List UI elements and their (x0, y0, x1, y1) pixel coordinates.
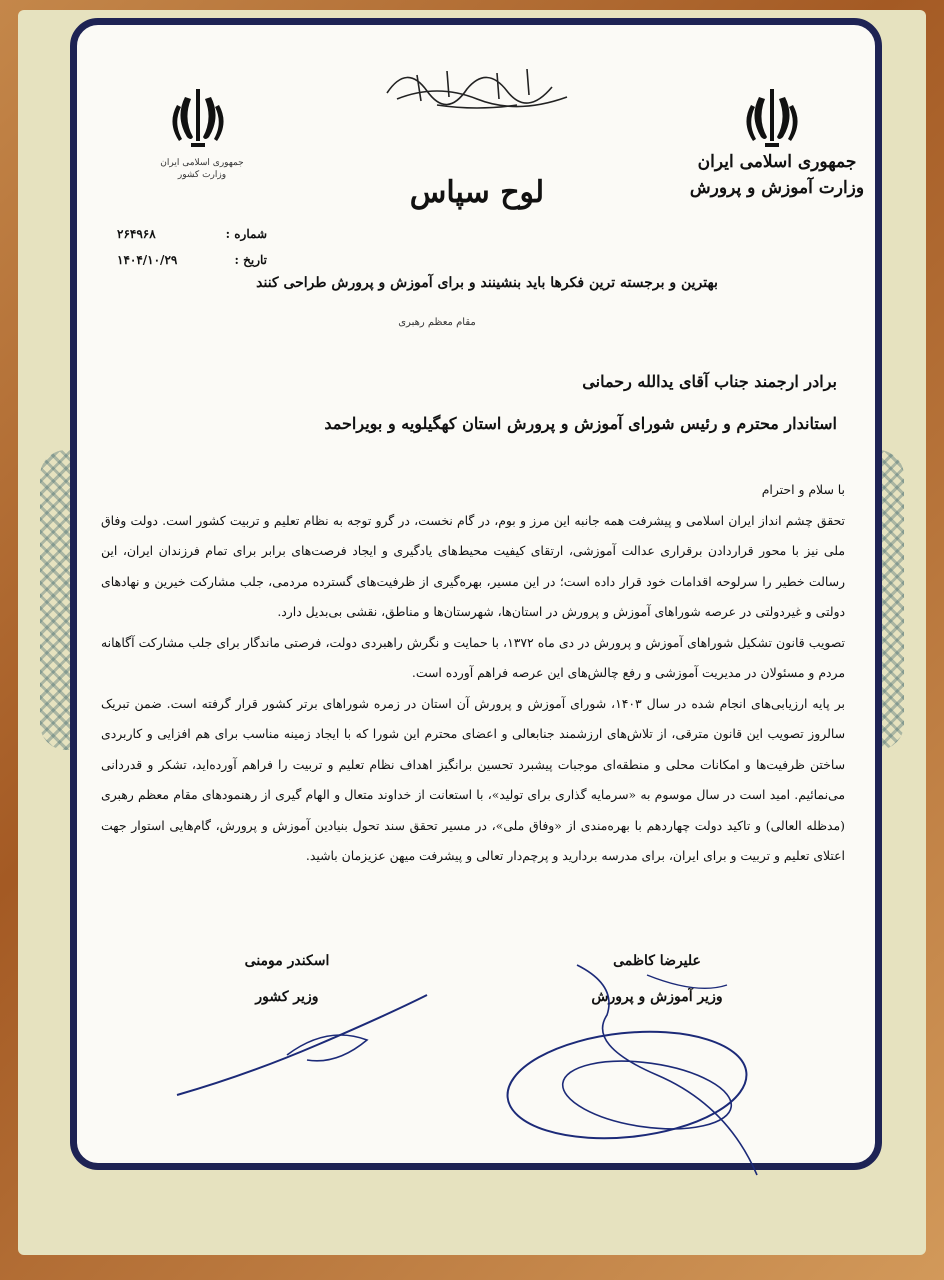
letter-body (101, 475, 845, 872)
interior-ministry-caption (147, 157, 257, 181)
document-meta (117, 221, 267, 273)
date-value: ۱۴۰۴/۱۰/۲۹ (117, 253, 178, 267)
date-label: تاریخ : (234, 253, 267, 267)
quote-attribution: مقام معظم رهبری (398, 317, 476, 328)
number-row (117, 221, 267, 247)
signature-education-minister (557, 943, 757, 1015)
greeting: با سلام و احترام (761, 482, 845, 497)
caption-line: وزارت کشور (177, 170, 227, 180)
recipient-title: استاندار محترم و رئیس شورای آموزش و پرورش استان کهگیلویه و بویراحمد (324, 414, 837, 433)
number-label: شماره : (225, 227, 267, 241)
recipient-name: برادر ارجمند جناب آقای یدالله رحمانی (582, 372, 837, 391)
caption-line: جمهوری اسلامی ایران (697, 152, 857, 172)
body-paragraph: بر پایه ارزیابی‌های انجام شده در سال ۱۴۰۳، شورای آموزش و پرورش آن استان در زمره شوراهای برتر کشور قرار گرفته است. ضمن تبریک سالروز تصویب این قانون مترقی، از تلاش‌های ارزشمند جنابعالی و اعضای محترم این شورا که با ایجاد زمینه مناسب برای هم افزایی و کاربردی ساختن ظرفیت‌ها و امکانات محلی و منطقه‌ای موجبات پیشبرد تحسین برانگیز اهداف نظام تعلیم و تربیت را فراهم آورده‌اید، تشکر و قدردانی می‌نمائیم. امید است در سال موسوم به «سرمایه گذاری برای تولید»، با استعانت از خداوند متعال و الهام گیری از رهنمودهای مقام معظم رهبری (مدظله العالی) و تاکید دولت چهاردهم با بهره‌مندی از «وفاق ملی»، در مسیر تحقق سند تحول بنیادین آموزش و پرورش، گام‌هایی استوار جهت اعتلای تعلیم و تربیت و برای ایران، برای مدرسه بردارید و پرچم‌دار تعالی و پیشرفت میهن عزیزمان باشید. (101, 695, 845, 863)
iran-emblem-icon (737, 83, 807, 153)
bismillah-calligraphy (377, 53, 577, 113)
certificate-paper (70, 18, 882, 1170)
signer-name: اسکندر مومنی (244, 953, 330, 969)
signer-name: علیرضا کاظمی (613, 953, 701, 969)
signature-interior-minister (187, 943, 387, 1015)
page-title: لوح سپاس (409, 175, 545, 210)
caption-line: وزارت آموزش و پرورش (689, 178, 865, 198)
date-row (117, 247, 267, 273)
body-paragraph: تصویب قانون تشکیل شوراهای آموزش و پرورش در دی ماه ۱۳۷۲، با حمایت و نگرش راهبردی دولت، فرصتی ماندگار برای جلب مشارکت آگاهانه مردم و مسئولان در مدیریت آموزشی و رفع چالش‌های این عرصه فراهم آورده است. (101, 634, 845, 680)
number-value: ۲۶۴۹۶۸ (117, 227, 156, 241)
caption-line: جمهوری اسلامی ایران (160, 158, 244, 168)
leader-quote: بهترین و برجسته ترین فکرها باید بنشینند و برای آموزش و پرورش طراحی کنند (256, 275, 718, 291)
recipient-block (277, 361, 837, 445)
education-ministry-caption (677, 149, 877, 201)
signer-title: وزیر آموزش و پرورش (591, 989, 723, 1005)
signer-title: وزیر کشور (255, 989, 319, 1005)
body-paragraph: تحقق چشم انداز ایران اسلامی و پیشرفت همه جانبه این مرز و بوم، در گام نخست، در گرو توجه به نظام تعلیم و تربیت کشور است. دولت وفاق ملی نیز با محور قراردادن برقراری عدالت آموزشی، ارتقای کیفیت محیط‌های یادگیری و ایجاد فرصت‌های برابر برای تمام فرزندان ایران، این رسالت خطیر را سرلوحه اقدامات خود قرار داده است؛ در این مسیر، بهره‌گیری از ظرفیت‌های گسترده مردمی، جلب مشارکت خیرین و نهادهای دولتی و غیردولتی در عرصه شوراهای آموزش و پرورش در استان‌ها، شهرستان‌ها و مناطق، نقشی بی‌بدیل دارد. (101, 512, 845, 619)
iran-emblem-icon (163, 83, 233, 153)
